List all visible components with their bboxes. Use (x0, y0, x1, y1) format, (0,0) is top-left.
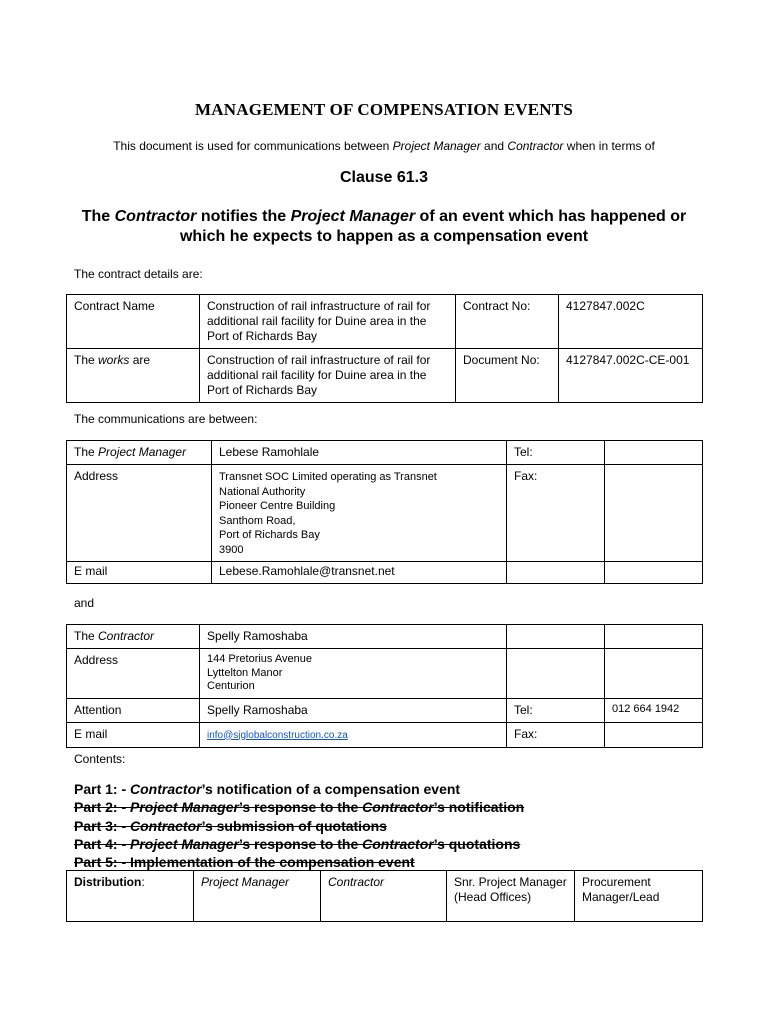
contract-details-label: The contract details are: (74, 267, 203, 281)
contractor-email-link[interactable]: info@sjglobalconstruction.co.za (207, 729, 348, 741)
contractor-name-row (67, 625, 703, 649)
contractor-address-line: Lyttelton Manor (207, 666, 283, 679)
contractor-table (66, 624, 703, 748)
contents-part-1: Part 1: - Contractor’s notification of a compensation event (74, 781, 461, 797)
pm-address-line: National Authority (219, 485, 306, 498)
distribution-project-manager: Project Manager (194, 871, 321, 922)
pm-address-label: Address (67, 465, 212, 562)
contractor-address-row (67, 649, 703, 699)
contents-label: Contents: (74, 752, 126, 766)
contents-part-4: Part 4: - Project Manager’s response to the Contractor’s quotations (74, 836, 521, 852)
document-no-label: Document No: (456, 349, 559, 403)
contractor-label: The Contractor (67, 625, 200, 649)
contract-no-label: Contract No: (456, 295, 559, 349)
contractor-fax-label: Fax: (507, 722, 605, 747)
project-manager-table (66, 440, 703, 584)
pm-address-line: Pioneer Centre Building (219, 500, 336, 512)
pm-name: Lebese Ramohlale (212, 441, 507, 465)
document-no-value: 4127847.002C-CE-001 (559, 349, 703, 403)
pm-address-line: 3900 (219, 543, 244, 556)
contract-name-value: Construction of rail infrastructure of rail for additional rail facility for Duine area in the Port of Richards Bay (200, 295, 456, 349)
contract-name-label: Contract Name (67, 295, 200, 349)
contents-part-2: Part 2: - Project Manager’s response to the Contractor’s notification (74, 799, 525, 815)
contractor-email-label: E mail (67, 722, 200, 747)
contents-part-3: Part 3: - Contractor’s submission of quotations (74, 818, 387, 834)
pm-tel-label: Tel: (507, 441, 605, 465)
pm-fax-value (605, 465, 703, 562)
works-label: The works are (67, 349, 200, 403)
contractor-empty (507, 625, 605, 649)
pm-address-line: Port of Richards Bay (219, 529, 320, 541)
pm-fax-label: Fax: (507, 465, 605, 562)
contract-name-row (67, 295, 703, 349)
distribution-snr-project-manager: Snr. Project Manager (Head Offices) (447, 871, 575, 922)
pm-address (212, 465, 507, 562)
distribution-contractor: Contractor (321, 871, 447, 922)
contents-part-5: Part 5: - Implementation of the compensation event (74, 854, 415, 870)
works-value: Construction of rail infrastructure of rail for additional rail facility for Duine area in the Port of Richards Bay (200, 349, 456, 403)
notification-headline: The Contractor notifies the Project Manager of an event which has happened or which he expects to happen as a compensation event (81, 208, 687, 245)
contract-no-value: 4127847.002C (559, 295, 703, 349)
pm-email-empty (507, 562, 605, 584)
contractor-empty (605, 625, 703, 649)
attention-label: Attention (67, 698, 200, 722)
document-title: MANAGEMENT OF COMPENSATION EVENTS (195, 100, 573, 119)
intro-text: This document is used for communications between Project Manager and Contractor when in terms of (113, 139, 655, 153)
contractor-email-row (67, 722, 703, 747)
contractor-address-line: 144 Pretorius Avenue (207, 653, 312, 665)
contractor-empty (605, 649, 703, 699)
and-label: and (74, 596, 95, 610)
contractor-fax-value (605, 722, 703, 747)
contractor-name: Spelly Ramoshaba (200, 625, 507, 649)
contractor-email-cell (200, 722, 507, 747)
distribution-table (66, 870, 703, 922)
pm-name-row (67, 441, 703, 465)
contractor-tel-label: Tel: (507, 698, 605, 722)
pm-email-label: E mail (67, 562, 212, 584)
attention-value: Spelly Ramoshaba (200, 698, 507, 722)
pm-tel-value (605, 441, 703, 465)
contract-details-table (66, 294, 703, 403)
pm-email-value: Lebese.Ramohlale@transnet.net (212, 562, 507, 584)
contractor-empty (507, 649, 605, 699)
contractor-tel-value: 012 664 1942 (605, 698, 703, 722)
distribution-label: Distribution: (67, 871, 194, 922)
works-row (67, 349, 703, 403)
pm-email-row (67, 562, 703, 584)
pm-address-line: Transnet SOC Limited operating as Transnet (219, 471, 437, 483)
pm-email-empty (605, 562, 703, 584)
pm-label: The Project Manager (67, 441, 212, 465)
contractor-address-label: Address (67, 649, 200, 699)
contractor-address-line: Centurion (207, 680, 255, 692)
pm-address-row (67, 465, 703, 562)
clause-heading: Clause 61.3 (339, 169, 429, 186)
contractor-attention-row (67, 698, 703, 722)
distribution-row (67, 871, 703, 922)
pm-address-line: Santhom Road, (219, 514, 296, 527)
contractor-address (200, 649, 507, 699)
distribution-procurement-manager: Procurement Manager/Lead (575, 871, 703, 922)
communications-label: The communications are between: (74, 412, 258, 426)
